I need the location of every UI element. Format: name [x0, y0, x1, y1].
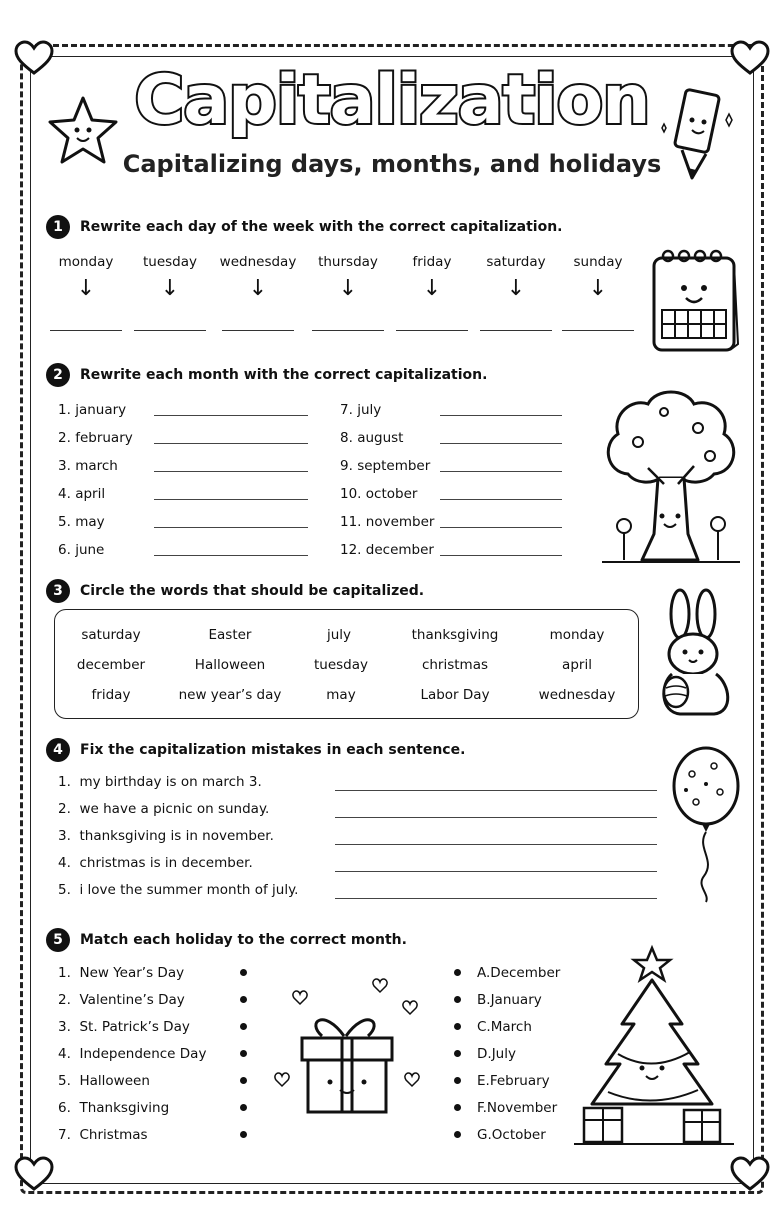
match-dot[interactable] [454, 969, 461, 976]
match-dot[interactable] [454, 1104, 461, 1111]
month-option: C.March [477, 1019, 532, 1035]
match-dot[interactable] [240, 1023, 247, 1030]
answer-line[interactable] [222, 330, 294, 331]
answer-line[interactable] [335, 790, 657, 791]
match-dot[interactable] [454, 1050, 461, 1057]
word-item[interactable]: christmas [421, 657, 489, 673]
section-title: Rewrite each day of the week with the correct capitalization. [80, 219, 563, 235]
word-item[interactable]: friday [91, 687, 131, 703]
answer-line[interactable] [562, 330, 634, 331]
match-dot[interactable] [240, 1104, 247, 1111]
match-dot[interactable] [240, 969, 247, 976]
answer-line[interactable] [154, 471, 308, 472]
answer-line[interactable] [440, 499, 562, 500]
day-item: saturday ↓ [476, 254, 556, 300]
answer-line[interactable] [335, 817, 657, 818]
holiday-item: 7. Christmas [58, 1127, 148, 1143]
heart-icon [14, 40, 54, 76]
match-dot[interactable] [454, 1023, 461, 1030]
section-number: 4 [46, 738, 70, 762]
match-dot[interactable] [454, 996, 461, 1003]
holiday-item: 5. Halloween [58, 1073, 150, 1089]
balloon-icon [666, 744, 746, 904]
match-dot[interactable] [454, 1077, 461, 1084]
section-number: 3 [46, 579, 70, 603]
christmas-tree-icon [572, 944, 736, 1148]
section-number: 1 [46, 215, 70, 239]
answer-line[interactable] [154, 555, 308, 556]
month-option: D.July [477, 1046, 516, 1062]
section-2-heading [46, 363, 487, 387]
answer-line[interactable] [312, 330, 384, 331]
answer-line[interactable] [440, 471, 562, 472]
day-item: friday ↓ [392, 254, 472, 300]
answer-line[interactable] [154, 443, 308, 444]
answer-line[interactable] [154, 527, 308, 528]
holiday-item: 3. St. Patrick’s Day [58, 1019, 190, 1035]
word-item[interactable]: may [326, 687, 356, 703]
days-row [40, 254, 640, 344]
section-title: Match each holiday to the correct month. [80, 932, 407, 948]
holiday-item: 4. Independence Day [58, 1046, 207, 1062]
star-icon [44, 92, 122, 170]
word-item[interactable]: monday [549, 627, 605, 643]
tree-icon [598, 384, 744, 568]
heart-icon [730, 40, 770, 76]
page-title: Capitalization [134, 61, 650, 140]
word-item[interactable]: saturday [81, 627, 141, 643]
day-item: thursday ↓ [308, 254, 388, 300]
section-title: Fix the capitalization mistakes in each sentence. [80, 742, 466, 758]
holiday-item: 2. Valentine’s Day [58, 992, 185, 1008]
down-arrow-icon: ↓ [338, 276, 358, 301]
answer-line[interactable] [440, 443, 562, 444]
list-item: 9. september [340, 454, 430, 474]
list-item: 5. i love the summer month of july. [58, 882, 299, 898]
section-title: Rewrite each month with the correct capitalization. [80, 367, 488, 383]
answer-line[interactable] [480, 330, 552, 331]
month-option: A.December [477, 965, 561, 981]
answer-line[interactable] [134, 330, 206, 331]
day-item: tuesday ↓ [130, 254, 210, 300]
list-item: 1. january [58, 398, 126, 418]
section-number: 5 [46, 928, 70, 952]
word-item[interactable]: Labor Day [420, 687, 490, 703]
match-dot[interactable] [240, 1131, 247, 1138]
list-item: 3. march [58, 454, 118, 474]
answer-line[interactable] [335, 871, 657, 872]
month-option: G.October [477, 1127, 546, 1143]
list-item: 7. july [340, 398, 381, 418]
list-item: 2. february [58, 426, 133, 446]
list-item: 2. we have a picnic on sunday. [58, 801, 270, 817]
answer-line[interactable] [440, 527, 562, 528]
list-item: 11. november [340, 510, 434, 530]
down-arrow-icon: ↓ [248, 276, 268, 301]
list-item: 3. thanksgiving is in november. [58, 828, 274, 844]
answer-line[interactable] [154, 415, 308, 416]
match-dot[interactable] [240, 1077, 247, 1084]
list-item: 10. october [340, 482, 417, 502]
list-item: 4. christmas is in december. [58, 855, 253, 871]
calendar-icon [646, 244, 742, 356]
answer-line[interactable] [154, 499, 308, 500]
answer-line[interactable] [50, 330, 122, 331]
list-item: 6. june [58, 538, 104, 558]
down-arrow-icon: ↓ [76, 276, 96, 301]
answer-line[interactable] [440, 415, 562, 416]
pencil-icon [660, 80, 740, 188]
word-item[interactable]: new year’s day [178, 687, 282, 703]
list-item: 5. may [58, 510, 105, 530]
down-arrow-icon: ↓ [506, 276, 526, 301]
word-item[interactable]: Easter [208, 627, 252, 643]
word-item[interactable]: december [76, 657, 146, 673]
heart-icon [730, 1156, 770, 1192]
match-dot[interactable] [454, 1131, 461, 1138]
month-option: B.January [477, 992, 542, 1008]
down-arrow-icon: ↓ [588, 276, 608, 301]
section-1-heading [46, 215, 563, 239]
holiday-item: 6. Thanksgiving [58, 1100, 170, 1116]
holiday-item: 1. New Year’s Day [58, 965, 185, 981]
section-3-heading [46, 579, 424, 603]
word-item[interactable]: april [562, 657, 592, 673]
section-title: Circle the words that should be capitalized. [80, 583, 425, 599]
day-item: wednesday ↓ [218, 254, 298, 300]
answer-line[interactable] [335, 898, 657, 899]
down-arrow-icon: ↓ [422, 276, 442, 301]
gift-icon [270, 978, 420, 1118]
word-item[interactable]: Halloween [194, 657, 266, 673]
answer-line[interactable] [396, 330, 468, 331]
word-item[interactable]: wednesday [538, 687, 616, 703]
answer-line[interactable] [335, 844, 657, 845]
section-4-heading [46, 738, 465, 762]
list-item: 8. august [340, 426, 403, 446]
answer-line[interactable] [440, 555, 562, 556]
word-item[interactable]: tuesday [313, 657, 369, 673]
section-5-heading [46, 928, 407, 952]
word-item[interactable]: july [326, 627, 352, 643]
bunny-icon [650, 588, 740, 720]
down-arrow-icon: ↓ [160, 276, 180, 301]
word-box [54, 609, 639, 719]
day-item: monday ↓ [46, 254, 126, 300]
month-option: E.February [477, 1073, 550, 1089]
match-dot[interactable] [240, 996, 247, 1003]
list-item: 1. my birthday is on march 3. [58, 774, 262, 790]
month-option: F.November [477, 1100, 558, 1116]
page-subtitle: Capitalizing days, months, and holidays [122, 150, 662, 178]
list-item: 12. december [340, 538, 434, 558]
match-dot[interactable] [240, 1050, 247, 1057]
section-number: 2 [46, 363, 70, 387]
day-item: sunday ↓ [558, 254, 638, 300]
heart-icon [14, 1156, 54, 1192]
list-item: 4. april [58, 482, 105, 502]
word-item[interactable]: thanksgiving [411, 627, 499, 643]
